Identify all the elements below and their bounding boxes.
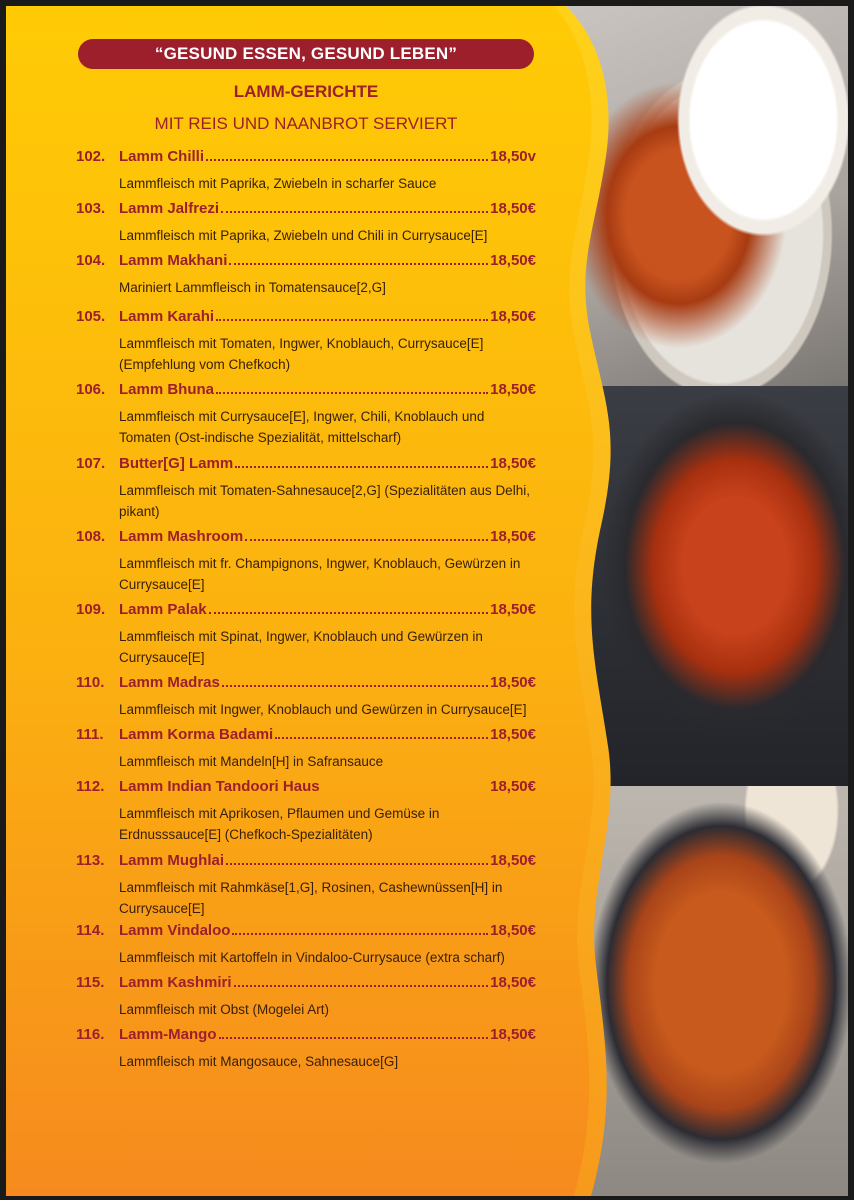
menu-item [76,922,536,968]
menu-item [76,852,536,919]
menu-item-description: Lammfleisch mit Obst (Mogelei Art) [119,1002,330,1017]
menu-item [76,601,536,668]
menu-item-number: 109. [76,601,106,618]
menu-item [76,1026,536,1072]
menu-item-name: Lamm Madras [119,674,220,691]
menu-item-header [76,974,536,994]
menu-content [6,6,606,1196]
menu-item-header [76,252,536,272]
menu-item-name: Lamm Karahi [119,308,215,325]
menu-item-description: Lammfleisch mit fr. Champignons, Ingwer, Knoblauch, Gewürzen in Currysauce[E] [119,556,521,592]
menu-item-header [76,528,536,548]
menu-item-price: 18,50€ [490,252,536,269]
menu-item-description: Lammfleisch mit Tomaten-Sahnesauce[2,G] (Spezialitäten aus Delhi, pikant) [119,483,530,519]
menu-item-price: 18,50€ [490,852,536,869]
menu-item [76,974,536,1020]
menu-item-name: Lamm Korma Badami [119,726,274,743]
dot-leader [216,319,488,321]
menu-item-price: 18,50€ [490,200,536,217]
menu-item-number: 116. [76,1026,105,1043]
menu-item-description: Lammfleisch mit Paprika, Zwiebeln und Chili in Currysauce[E] [119,228,488,243]
menu-item [76,455,536,522]
menu-item-price: 18,50€ [490,308,536,325]
menu-item-name: Lamm Indian Tandoori Haus [119,778,320,795]
menu-item-number: 104. [76,252,106,269]
dot-leader [235,466,488,468]
menu-item-number: 115. [76,974,105,991]
menu-item-description: Lammfleisch mit Tomaten, Ingwer, Knoblauch, Currysauce[E] (Empfehlung vom Chefkoch) [119,336,484,372]
dot-leader [221,211,488,213]
menu-item-price: 18,50€ [490,674,536,691]
menu-item-number: 106. [76,381,106,398]
menu-item-description: Lammfleisch mit Currysauce[E], Ingwer, Chili, Knoblauch und Tomaten (Ost-indische Spezialität, mittelscharf) [119,409,485,445]
dot-leader [226,863,488,865]
menu-item-header [76,922,536,942]
menu-item [76,200,536,246]
menu-item-name: Lamm Vindaloo [119,922,231,939]
menu-item-price: 18,50€ [490,455,536,472]
menu-item-header [76,381,536,401]
menu-item-description: Lammfleisch mit Mangosauce, Sahnesauce[G] [119,1054,399,1069]
menu-item [76,778,536,845]
menu-item-name: Lamm Chilli [119,148,205,165]
menu-item-number: 107. [76,455,106,472]
menu-item-header [76,1026,536,1046]
menu-item [76,528,536,595]
menu-item-number: 113. [76,852,105,869]
menu-item-price: 18,50€ [490,1026,536,1043]
dot-leader [219,1037,489,1039]
menu-item-header [76,778,536,798]
menu-item-header [76,148,536,168]
category-title: LAMM-GERICHTE [233,82,379,101]
menu-item [76,726,536,772]
dot-leader [209,612,489,614]
menu-item [76,148,536,194]
menu-item-number: 114. [76,922,105,939]
menu-item-number: 108. [76,528,106,545]
menu-item-name: Lamm Jalfrezi [119,200,220,217]
menu-item-price: 18,50€ [490,778,536,795]
menu-item-description: Mariniert Lammfleisch in Tomatensauce[2,G] [119,280,386,295]
menu-item-price: 18,50€ [490,922,536,939]
dot-leader [222,685,488,687]
menu-item-description: Lammfleisch mit Rahmkäse[1,G], Rosinen, Cashewnüssen[H] in Currysauce[E] [119,880,503,916]
dot-leader [234,985,489,987]
menu-item-number: 105. [76,308,106,325]
menu-item-description: Lammfleisch mit Paprika, Zwiebeln in scharfer Sauce [119,176,437,191]
dot-leader [275,737,488,739]
menu-page [6,6,848,1196]
menu-item-name: Lamm Kashmiri [119,974,232,991]
menu-item [76,381,536,448]
menu-item-name: Lamm-Mango [119,1026,217,1043]
menu-item-price: 18,50€ [490,528,536,545]
menu-item-header [76,455,536,475]
menu-item-number: 112. [76,778,105,795]
menu-item-number: 110. [76,674,105,691]
menu-item-price: 18,50v [490,148,536,165]
menu-item-name: Lamm Bhuna [119,381,215,398]
menu-item-header [76,601,536,621]
menu-item-name: Lamm Mashroom [119,528,244,545]
menu-item-header [76,852,536,872]
menu-item-description: Lammfleisch mit Spinat, Ingwer, Knoblauch und Gewürzen in Currysauce[E] [119,629,483,665]
menu-item-name: Butter[G] Lamm [119,455,234,472]
menu-item-number: 103. [76,200,106,217]
category-subtitle: MIT REIS UND NAANBROT SERVIERT [154,114,458,133]
menu-item-description: Lammfleisch mit Kartoffeln in Vindaloo-Currysauce (extra scharf) [119,950,505,965]
menu-item-name: Lamm Palak [119,601,207,618]
menu-item-header [76,674,536,694]
dot-leader [245,539,488,541]
slogan-banner: “GESUND ESSEN, GESUND LEBEN” [78,39,534,69]
menu-item-number: 102. [76,148,106,165]
menu-item-name: Lamm Mughlai [119,852,225,869]
menu-item-price: 18,50€ [490,974,536,991]
dot-leader [216,392,488,394]
dot-leader [206,159,488,161]
menu-item-header [76,200,536,220]
menu-item-name: Lamm Makhani [119,252,228,269]
dot-leader [232,933,488,935]
menu-item-price: 18,50€ [490,381,536,398]
menu-item-description: Lammfleisch mit Aprikosen, Pflaumen und Gemüse in Erdnusssauce[E] (Chefkoch-Spezialitäten) [119,806,440,842]
dot-leader [229,263,488,265]
menu-item-header [76,726,536,746]
menu-item [76,308,536,375]
menu-item-header [76,308,536,328]
menu-item [76,252,536,298]
menu-item-description: Lammfleisch mit Mandeln[H] in Safransauce [119,754,384,769]
menu-item-number: 111. [76,726,104,743]
menu-item-price: 18,50€ [490,601,536,618]
menu-item-price: 18,50€ [490,726,536,743]
menu-item [76,674,536,720]
menu-item-description: Lammfleisch mit Ingwer, Knoblauch und Gewürzen in Currysauce[E] [119,702,527,717]
